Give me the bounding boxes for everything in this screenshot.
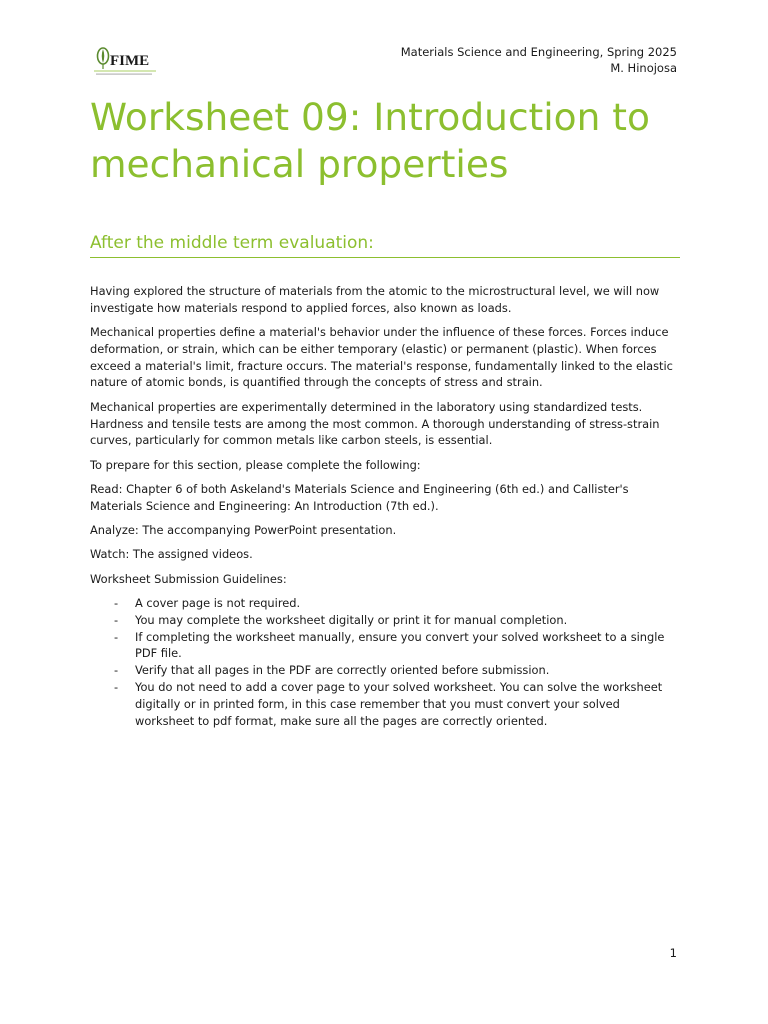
list-dash: - (114, 679, 119, 694)
analyze-instruction: Analyze: The accompanying PowerPoint presentation. (90, 523, 397, 538)
list-dash: - (114, 595, 119, 610)
fime-logo (94, 45, 158, 77)
intro-paragraph: Having explored the structure of materials from the atomic to the microstructural level, we will now investigate how materials respond to applied forces, also known as loads. (90, 284, 660, 315)
worksheet-title: Worksheet 09: Introduction to mechanical properties (90, 95, 650, 186)
list-item (90, 679, 682, 729)
list-item-text: Verify that all pages in the PDF are correctly oriented before submission. (135, 663, 550, 678)
section-heading: After the middle term evaluation: (90, 231, 680, 258)
mechanical-properties-paragraph: Mechanical properties define a material's behavior under the influence of these forces. Forces induce deformation, or strain, which can be either temporary (elastic) or permanent (plastic). When forces exceed a material's limit, fracture occurs. The material's response, fundamentally linked to the elastic nature of atomic bonds, is quantified through the concepts of stress and strain. (90, 325, 673, 390)
logo-text: FIME (110, 53, 150, 69)
document-header (401, 45, 677, 76)
prepare-paragraph: To prepare for this section, please complete the following: (90, 457, 421, 472)
course-name: Materials Science and Engineering, Spring 2025 (400, 45, 677, 59)
author-name: M. Hinojosa (610, 60, 677, 75)
read-instruction: Read: Chapter 6 of both Askeland's Materials Science and Engineering (6th ed.) and Callister's Materials Science and Engineering: An Introduction (7th ed.). (90, 481, 629, 513)
guidelines-list (90, 595, 682, 729)
list-item-text: You may complete the worksheet digitally or print it for manual completion. (135, 612, 568, 627)
watch-instruction: Watch: The assigned videos. (90, 547, 253, 562)
page-number: 1 (669, 946, 677, 960)
guidelines-heading: Worksheet Submission Guidelines: (90, 571, 287, 586)
list-item (90, 662, 682, 679)
list-dash: - (114, 663, 119, 678)
testing-paragraph: Mechanical properties are experimentally determined in the laboratory using standardized tests. Hardness and tensile tests are among the most common. A thorough understanding of stress-strain curves, particularly for common metals like carbon steels, is essential. (90, 399, 660, 448)
fime-logo-icon (94, 45, 158, 77)
list-item (90, 612, 682, 629)
worksheet-body (90, 283, 682, 729)
list-item-text: If completing the worksheet manually, ensure you convert your solved worksheet to a single PDF file. (135, 629, 665, 661)
list-item (90, 595, 682, 612)
list-item-text: You do not need to add a cover page to your solved worksheet. You can solve the worksheet digitally or in printed form, in this case remember that you must convert your solved worksheet to pdf format, make sure all the pages are correctly oriented. (135, 679, 663, 728)
list-dash: - (114, 612, 119, 627)
list-dash: - (114, 629, 119, 644)
list-item-text: A cover page is not required. (135, 595, 301, 610)
list-item (90, 629, 682, 663)
